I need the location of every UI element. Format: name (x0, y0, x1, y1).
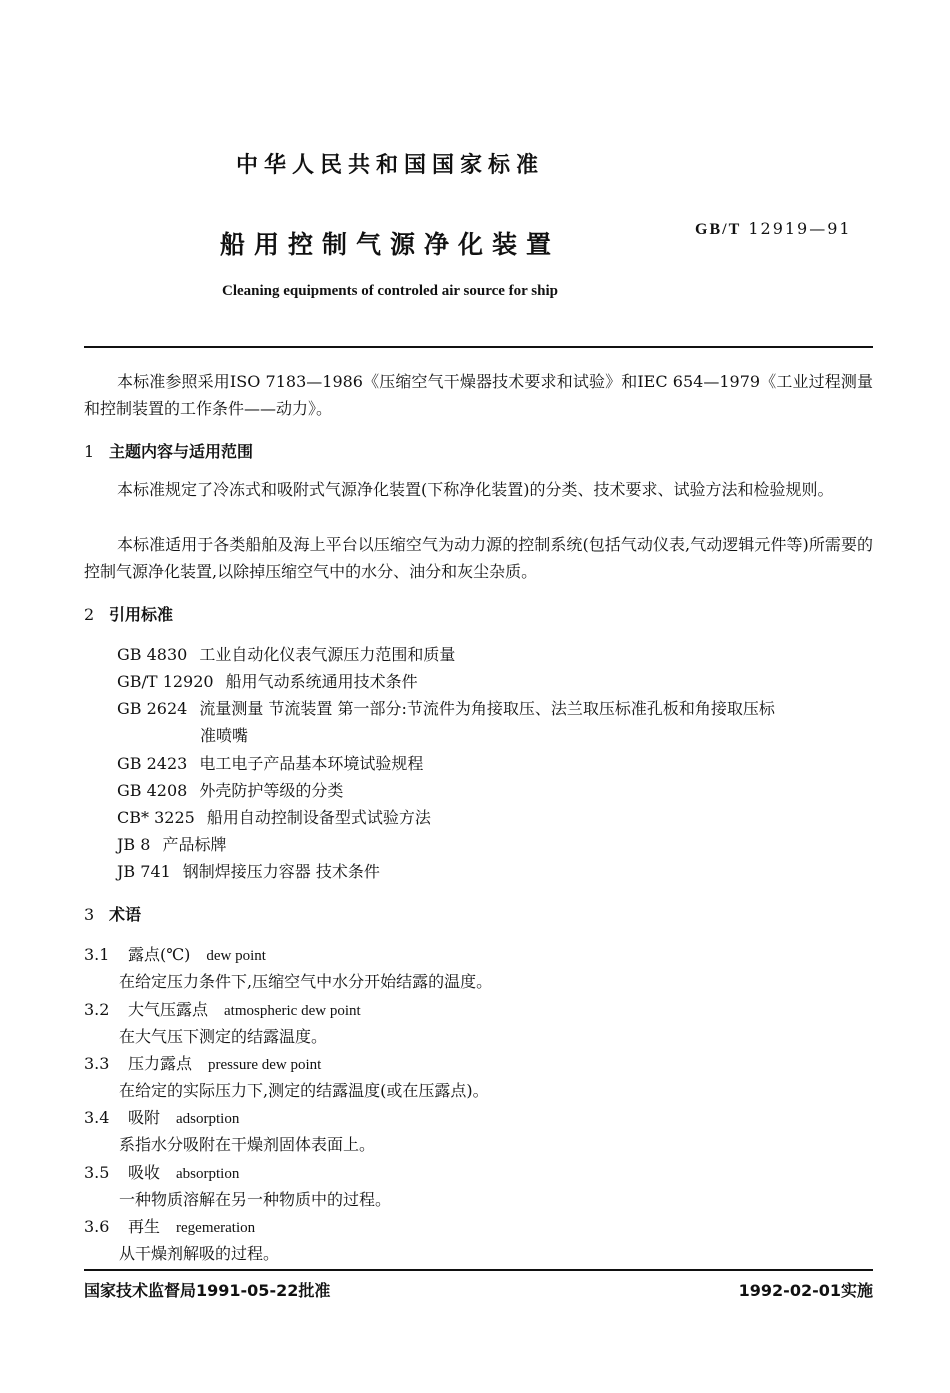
reference-item (117, 805, 431, 828)
term-entry (84, 1160, 239, 1183)
term-number: 3.5 (84, 1163, 110, 1182)
term-chinese: 吸附 (128, 1108, 161, 1127)
term-chinese: 压力露点 (128, 1054, 193, 1073)
reference-name: 外壳防护等级的分类 (199, 781, 344, 800)
reference-item-continuation: 准喷嘴 (200, 726, 249, 745)
term-definition: 从干燥剂解吸的过程。 (119, 1244, 280, 1263)
term-entry (84, 997, 361, 1020)
term-entry (84, 942, 266, 965)
effective-date: 1992-02-01实施 (738, 1281, 873, 1300)
header-divider (84, 346, 873, 348)
section-title: 主题内容与适用范围 (109, 442, 254, 461)
term-entry (84, 1105, 239, 1128)
reference-name: 船用自动控制设备型式试验方法 (206, 808, 431, 827)
term-english: regemeration (176, 1220, 256, 1236)
reference-name: 钢制焊接压力容器 技术条件 (182, 862, 380, 881)
term-definition: 一种物质溶解在另一种物质中的过程。 (119, 1190, 392, 1209)
reference-item (117, 832, 226, 855)
national-standard-heading: 中华人民共和国国家标准 (235, 153, 544, 178)
section-1-heading (84, 439, 253, 462)
reference-name: 电工电子产品基本环境试验规程 (199, 754, 424, 773)
reference-code: GB 2624 (117, 699, 188, 718)
reference-item (117, 669, 418, 692)
term-definition: 在给定压力条件下,压缩空气中水分开始结露的温度。 (119, 972, 493, 991)
document-title: 船用控制气源净化装置 (219, 230, 560, 259)
term-definition: 在给定的实际压力下,测定的结露温度(或在压露点)。 (119, 1081, 489, 1100)
reference-item (117, 696, 775, 719)
section-title: 术语 (109, 905, 142, 924)
reference-item (117, 859, 380, 882)
section-2-heading (84, 602, 173, 625)
term-english: dew point (206, 948, 266, 964)
standard-code (695, 219, 852, 239)
standard-code-number: 12919—91 (748, 219, 852, 238)
reference-name: 产品标牌 (162, 835, 227, 854)
section-3-heading (84, 902, 141, 925)
footer-divider (84, 1269, 873, 1271)
reference-code: JB 741 (117, 862, 171, 881)
section-number: 1 (84, 442, 95, 461)
term-english: pressure dew point (208, 1057, 322, 1073)
term-chinese: 吸收 (128, 1163, 161, 1182)
term-number: 3.6 (84, 1217, 110, 1236)
term-chinese: 大气压露点 (128, 1000, 209, 1019)
term-definition: 系指水分吸附在干燥剂固体表面上。 (119, 1135, 376, 1154)
section-1-paragraph-2: 本标准适用于各类船舶及海上平台以压缩空气为动力源的控制系统(包括气动仪表,气动逻辑元件等)所需要的控制气源净化装置,以除掉压缩空气中的水分、油分和灰尘杂质。 (84, 535, 873, 581)
approval-date: 国家技术监督局1991-05-22批准 (84, 1281, 331, 1300)
reference-item (117, 751, 423, 774)
section-1-paragraph-1: 本标准规定了冷冻式和吸附式气源净化装置(下称净化装置)的分类、技术要求、试验方法和检验规则。 (117, 480, 834, 499)
reference-code: GB/T 12920 (117, 672, 214, 691)
term-chinese: 再生 (128, 1217, 161, 1236)
reference-code: GB 4208 (117, 781, 188, 800)
reference-name: 船用气动系统通用技术条件 (225, 672, 418, 691)
reference-code: GB 2423 (117, 754, 188, 773)
term-english: atmospheric dew point (224, 1003, 361, 1019)
term-english: adsorption (176, 1111, 240, 1127)
reference-item (117, 642, 455, 665)
intro-paragraph: 本标准参照采用ISO 7183—1986《压缩空气干燥器技术要求和试验》和IEC 654—1979《工业过程测量和控制装置的工作条件——动力》。 (84, 372, 873, 418)
standard-code-prefix: GB/T (695, 221, 742, 238)
reference-name: 工业自动化仪表气源压力范围和质量 (199, 645, 456, 664)
term-entry (84, 1214, 255, 1237)
section-title: 引用标准 (109, 605, 174, 624)
term-number: 3.4 (84, 1108, 110, 1127)
english-title: Cleaning equipments of controled air source for ship (222, 283, 558, 299)
term-number: 3.1 (84, 945, 110, 964)
term-entry (84, 1051, 321, 1074)
term-english: absorption (176, 1166, 240, 1182)
reference-code: CB* 3225 (117, 808, 195, 827)
reference-name: 流量测量 节流装置 第一部分:节流件为角接取压、法兰取压标准孔板和角接取压标 (199, 699, 775, 718)
term-number: 3.2 (84, 1000, 110, 1019)
term-definition: 在大气压下测定的结露温度。 (119, 1027, 328, 1046)
section-number: 2 (84, 605, 95, 624)
section-number: 3 (84, 905, 95, 924)
reference-code: GB 4830 (117, 645, 188, 664)
term-number: 3.3 (84, 1054, 110, 1073)
reference-code: JB 8 (117, 835, 151, 854)
term-chinese: 露点(℃) (128, 945, 191, 964)
reference-item (117, 778, 343, 801)
